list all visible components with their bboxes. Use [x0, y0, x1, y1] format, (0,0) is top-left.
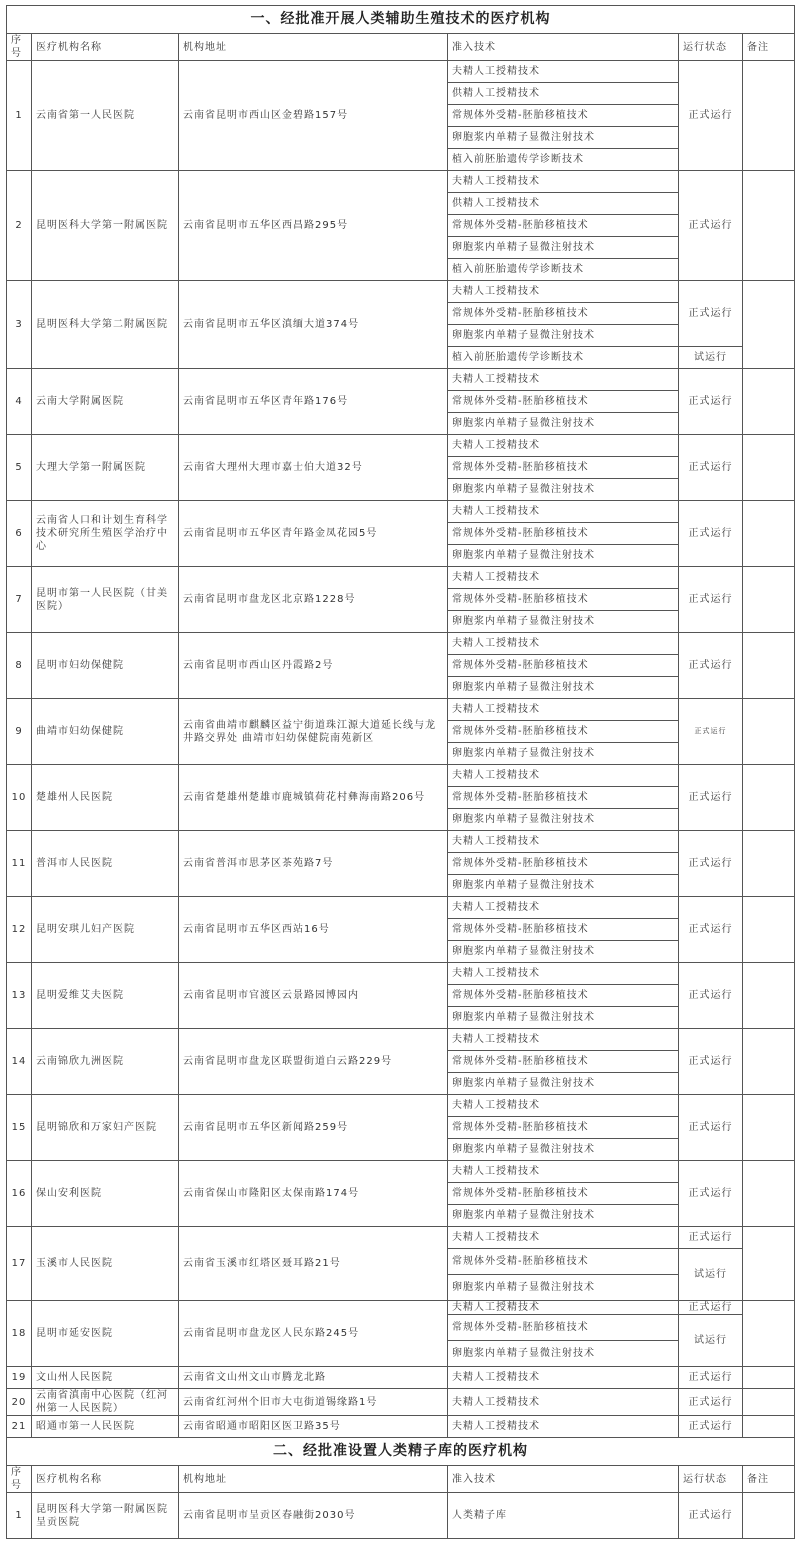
- cell-technology: 常规体外受精-胚胎移植技术: [448, 391, 679, 413]
- cell-technology: 常规体外受精-胚胎移植技术: [448, 523, 679, 545]
- cell-technology: 夫精人工授精技术: [448, 1161, 679, 1183]
- cell-address: 云南省昆明市西山区金碧路157号: [179, 61, 448, 171]
- cell-technology: 卵胞浆内单精子显微注射技术: [448, 611, 679, 633]
- cell-remark: [743, 699, 795, 765]
- cell-remark: [743, 831, 795, 897]
- cell-address: 云南省昆明市西山区丹霞路2号: [179, 633, 448, 699]
- cell-status: 正式运行: [679, 1227, 743, 1249]
- cell-technology: 夫精人工授精技术: [448, 765, 679, 787]
- cell-status: 正式运行: [679, 897, 743, 963]
- table-row: [7, 1416, 795, 1438]
- table-row: [7, 699, 795, 721]
- cell-institution-name: 大理大学第一附属医院: [32, 435, 179, 501]
- cell-institution-name: 云南省滇南中心医院（红河州第一人民医院）: [32, 1389, 179, 1416]
- cell-status: 正式运行: [679, 765, 743, 831]
- table-row: [7, 567, 795, 589]
- cell-technology: 卵胞浆内单精子显微注射技术: [448, 545, 679, 567]
- cell-institution-name: 昆明锦欣和万家妇产医院: [32, 1095, 179, 1161]
- cell-technology: 卵胞浆内单精子显微注射技术: [448, 413, 679, 435]
- cell-address: 云南省玉溪市红塔区聂耳路21号: [179, 1227, 448, 1301]
- header-remark: 备注: [743, 34, 795, 61]
- table-row: [7, 831, 795, 853]
- cell-institution-name: 昭通市第一人民医院: [32, 1416, 179, 1438]
- cell-address: 云南省楚雄州楚雄市鹿城镇荷花村彝海南路206号: [179, 765, 448, 831]
- cell-technology: 卵胞浆内单精子显微注射技术: [448, 127, 679, 149]
- cell-status: 正式运行: [679, 699, 743, 765]
- table-row: [7, 1029, 795, 1051]
- cell-technology: 夫精人工授精技术: [448, 1367, 679, 1389]
- section-title-row: [7, 6, 795, 34]
- section-title: 二、经批准设置人类精子库的医疗机构: [7, 1438, 795, 1466]
- cell-institution-name: 云南省第一人民医院: [32, 61, 179, 171]
- cell-technology: 夫精人工授精技术: [448, 1416, 679, 1438]
- cell-status: 正式运行: [679, 1493, 743, 1539]
- header-address: 机构地址: [179, 34, 448, 61]
- cell-institution-name: 云南锦欣九洲医院: [32, 1029, 179, 1095]
- cell-institution-name: 云南大学附属医院: [32, 369, 179, 435]
- table-row: [7, 501, 795, 523]
- cell-status: 正式运行: [679, 1367, 743, 1389]
- cell-technology: 卵胞浆内单精子显微注射技术: [448, 1007, 679, 1029]
- header-no: 序号: [7, 1466, 32, 1493]
- cell-technology: 卵胞浆内单精子显微注射技术: [448, 1275, 679, 1301]
- cell-technology: 卵胞浆内单精子显微注射技术: [448, 1205, 679, 1227]
- cell-institution-name: 昆明市第一人民医院（甘美医院）: [32, 567, 179, 633]
- cell-technology: 常规体外受精-胚胎移植技术: [448, 303, 679, 325]
- cell-technology: 夫精人工授精技术: [448, 501, 679, 523]
- header-address: 机构地址: [179, 1466, 448, 1493]
- cell-status: 试运行: [679, 1315, 743, 1367]
- cell-address: 云南省昆明市五华区西昌路295号: [179, 171, 448, 281]
- cell-technology: 夫精人工授精技术: [448, 633, 679, 655]
- cell-address: 云南省昆明市五华区新闻路259号: [179, 1095, 448, 1161]
- table-row: [7, 1095, 795, 1117]
- cell-no: 14: [7, 1029, 32, 1095]
- cell-remark: [743, 1227, 795, 1301]
- cell-status: 正式运行: [679, 567, 743, 633]
- cell-status: 正式运行: [679, 1095, 743, 1161]
- cell-technology: 常规体外受精-胚胎移植技术: [448, 1315, 679, 1341]
- table-row: [7, 1367, 795, 1389]
- cell-technology: 夫精人工授精技术: [448, 1301, 679, 1315]
- cell-status: 正式运行: [679, 1301, 743, 1315]
- cell-status: 正式运行: [679, 1029, 743, 1095]
- cell-remark: [743, 61, 795, 171]
- cell-technology: 夫精人工授精技术: [448, 963, 679, 985]
- cell-no: 18: [7, 1301, 32, 1367]
- cell-remark: [743, 435, 795, 501]
- cell-no: 1: [7, 61, 32, 171]
- table-row: [7, 633, 795, 655]
- cell-technology: 夫精人工授精技术: [448, 281, 679, 303]
- cell-institution-name: 玉溪市人民医院: [32, 1227, 179, 1301]
- cell-technology: 夫精人工授精技术: [448, 699, 679, 721]
- cell-institution-name: 楚雄州人民医院: [32, 765, 179, 831]
- cell-institution-name: 昆明爱维艾夫医院: [32, 963, 179, 1029]
- cell-no: 16: [7, 1161, 32, 1227]
- cell-remark: [743, 501, 795, 567]
- cell-no: 7: [7, 567, 32, 633]
- cell-address: 云南省昭通市昭阳区医卫路35号: [179, 1416, 448, 1438]
- table-row: [7, 369, 795, 391]
- cell-technology: 卵胞浆内单精子显微注射技术: [448, 237, 679, 259]
- cell-no: 15: [7, 1095, 32, 1161]
- cell-no: 20: [7, 1389, 32, 1416]
- cell-remark: [743, 963, 795, 1029]
- table-row: [7, 61, 795, 83]
- cell-address: 云南省昆明市盘龙区联盟街道白云路229号: [179, 1029, 448, 1095]
- cell-technology: 卵胞浆内单精子显微注射技术: [448, 941, 679, 963]
- section-title: 一、经批准开展人类辅助生殖技术的医疗机构: [7, 6, 795, 34]
- cell-institution-name: 昆明医科大学第一附属医院: [32, 171, 179, 281]
- cell-technology: 供精人工授精技术: [448, 83, 679, 105]
- cell-technology: 夫精人工授精技术: [448, 1389, 679, 1416]
- cell-technology: 供精人工授精技术: [448, 193, 679, 215]
- cell-technology: 常规体外受精-胚胎移植技术: [448, 1249, 679, 1275]
- cell-institution-name: 昆明安琪儿妇产医院: [32, 897, 179, 963]
- table-row: [7, 1389, 795, 1416]
- table-row: [7, 1161, 795, 1183]
- cell-institution-name: 昆明市妇幼保健院: [32, 633, 179, 699]
- cell-institution-name: 普洱市人民医院: [32, 831, 179, 897]
- cell-technology: 常规体外受精-胚胎移植技术: [448, 215, 679, 237]
- cell-status: 正式运行: [679, 1161, 743, 1227]
- cell-no: 2: [7, 171, 32, 281]
- cell-remark: [743, 1095, 795, 1161]
- cell-no: 11: [7, 831, 32, 897]
- cell-remark: [743, 567, 795, 633]
- cell-technology: 夫精人工授精技术: [448, 1227, 679, 1249]
- header-row: [7, 1466, 795, 1493]
- cell-technology: 常规体外受精-胚胎移植技术: [448, 853, 679, 875]
- cell-institution-name: 昆明市延安医院: [32, 1301, 179, 1367]
- cell-status: 正式运行: [679, 435, 743, 501]
- cell-technology: 常规体外受精-胚胎移植技术: [448, 589, 679, 611]
- cell-institution-name: 云南省人口和计划生育科学技术研究所生殖医学治疗中心: [32, 501, 179, 567]
- cell-technology: 植入前胚胎遗传学诊断技术: [448, 259, 679, 281]
- cell-technology: 卵胞浆内单精子显微注射技术: [448, 1341, 679, 1367]
- cell-technology: 夫精人工授精技术: [448, 567, 679, 589]
- cell-technology: 常规体外受精-胚胎移植技术: [448, 1183, 679, 1205]
- cell-remark: [743, 1301, 795, 1367]
- cell-institution-name: 昆明医科大学第二附属医院: [32, 281, 179, 369]
- cell-technology: 夫精人工授精技术: [448, 1029, 679, 1051]
- cell-technology: 常规体外受精-胚胎移植技术: [448, 655, 679, 677]
- cell-status: 正式运行: [679, 281, 743, 347]
- cell-status: 正式运行: [679, 831, 743, 897]
- header-row: [7, 34, 795, 61]
- cell-address: 云南省曲靖市麒麟区益宁街道珠江源大道延长线与龙井路交界处 曲靖市妇幼保健院南苑新区: [179, 699, 448, 765]
- cell-remark: [743, 1416, 795, 1438]
- cell-institution-name: 保山安利医院: [32, 1161, 179, 1227]
- cell-no: 6: [7, 501, 32, 567]
- cell-institution-name: 曲靖市妇幼保健院: [32, 699, 179, 765]
- cell-technology: 夫精人工授精技术: [448, 435, 679, 457]
- cell-address: 云南省保山市隆阳区太保南路174号: [179, 1161, 448, 1227]
- cell-technology: 常规体外受精-胚胎移植技术: [448, 1051, 679, 1073]
- table-row: [7, 171, 795, 193]
- cell-status: 正式运行: [679, 61, 743, 171]
- table-row: [7, 765, 795, 787]
- cell-remark: [743, 171, 795, 281]
- cell-technology: 卵胞浆内单精子显微注射技术: [448, 677, 679, 699]
- cell-no: 8: [7, 633, 32, 699]
- cell-no: 19: [7, 1367, 32, 1389]
- cell-technology: 夫精人工授精技术: [448, 369, 679, 391]
- header-status: 运行状态: [679, 1466, 743, 1493]
- cell-no: 12: [7, 897, 32, 963]
- table-row: [7, 963, 795, 985]
- cell-status: 试运行: [679, 347, 743, 369]
- header-name: 医疗机构名称: [32, 34, 179, 61]
- header-no: 序号: [7, 34, 32, 61]
- cell-no: 3: [7, 281, 32, 369]
- cell-no: 4: [7, 369, 32, 435]
- cell-technology: 卵胞浆内单精子显微注射技术: [448, 743, 679, 765]
- cell-remark: [743, 1389, 795, 1416]
- cell-technology: 夫精人工授精技术: [448, 1095, 679, 1117]
- cell-no: 5: [7, 435, 32, 501]
- cell-remark: [743, 633, 795, 699]
- table-row: [7, 435, 795, 457]
- cell-remark: [743, 765, 795, 831]
- cell-remark: [743, 897, 795, 963]
- cell-technology: 夫精人工授精技术: [448, 831, 679, 853]
- table-row: [7, 281, 795, 303]
- cell-technology: 夫精人工授精技术: [448, 61, 679, 83]
- cell-no: 10: [7, 765, 32, 831]
- cell-no: 21: [7, 1416, 32, 1438]
- cell-status: 试运行: [679, 1249, 743, 1301]
- cell-technology: 卵胞浆内单精子显微注射技术: [448, 325, 679, 347]
- cell-no: 1: [7, 1493, 32, 1539]
- header-status: 运行状态: [679, 34, 743, 61]
- cell-technology: 卵胞浆内单精子显微注射技术: [448, 1073, 679, 1095]
- cell-address: 云南省昆明市五华区青年路176号: [179, 369, 448, 435]
- cell-address: 云南省昆明市五华区青年路金凤花园5号: [179, 501, 448, 567]
- cell-address: 云南省昆明市五华区滇缅大道374号: [179, 281, 448, 369]
- cell-remark: [743, 281, 795, 369]
- cell-technology: 常规体外受精-胚胎移植技术: [448, 721, 679, 743]
- cell-technology: 常规体外受精-胚胎移植技术: [448, 457, 679, 479]
- cell-status: 正式运行: [679, 1389, 743, 1416]
- header-technology: 准入技术: [448, 34, 679, 61]
- header-name: 医疗机构名称: [32, 1466, 179, 1493]
- cell-address: 云南省红河州个旧市大屯街道锡缘路1号: [179, 1389, 448, 1416]
- cell-institution-name: 文山州人民医院: [32, 1367, 179, 1389]
- cell-address: 云南省昆明市盘龙区人民东路245号: [179, 1301, 448, 1367]
- cell-address: 云南省普洱市思茅区茶苑路7号: [179, 831, 448, 897]
- header-technology: 准入技术: [448, 1466, 679, 1493]
- cell-technology: 卵胞浆内单精子显微注射技术: [448, 479, 679, 501]
- header-remark: 备注: [743, 1466, 795, 1493]
- cell-address: 云南省文山州文山市腾龙北路: [179, 1367, 448, 1389]
- cell-technology: 植入前胚胎遗传学诊断技术: [448, 347, 679, 369]
- table-row: [7, 1493, 795, 1539]
- cell-technology: 卵胞浆内单精子显微注射技术: [448, 809, 679, 831]
- cell-technology: 卵胞浆内单精子显微注射技术: [448, 1139, 679, 1161]
- cell-technology: 植入前胚胎遗传学诊断技术: [448, 149, 679, 171]
- cell-status: 正式运行: [679, 501, 743, 567]
- cell-remark: [743, 1161, 795, 1227]
- cell-address: 云南省昆明市五华区西站16号: [179, 897, 448, 963]
- cell-no: 17: [7, 1227, 32, 1301]
- cell-remark: [743, 1367, 795, 1389]
- cell-status: 正式运行: [679, 1416, 743, 1438]
- cell-technology: 常规体外受精-胚胎移植技术: [448, 919, 679, 941]
- cell-status: 正式运行: [679, 171, 743, 281]
- cell-address: 云南省昆明市盘龙区北京路1228号: [179, 567, 448, 633]
- cell-address: 云南省昆明市呈贡区春融街2030号: [179, 1493, 448, 1539]
- cell-remark: [743, 1493, 795, 1539]
- cell-no: 13: [7, 963, 32, 1029]
- institution-table: [6, 5, 795, 1539]
- cell-status: 正式运行: [679, 369, 743, 435]
- table-row: [7, 1227, 795, 1249]
- cell-technology: 常规体外受精-胚胎移植技术: [448, 787, 679, 809]
- cell-technology: 常规体外受精-胚胎移植技术: [448, 985, 679, 1007]
- cell-status: 正式运行: [679, 633, 743, 699]
- section-title-row: [7, 1438, 795, 1466]
- cell-address: 云南省大理州大理市嘉士伯大道32号: [179, 435, 448, 501]
- cell-remark: [743, 369, 795, 435]
- cell-remark: [743, 1029, 795, 1095]
- table-row: [7, 897, 795, 919]
- cell-address: 云南省昆明市官渡区云景路园博园内: [179, 963, 448, 1029]
- cell-technology: 夫精人工授精技术: [448, 171, 679, 193]
- cell-technology: 卵胞浆内单精子显微注射技术: [448, 875, 679, 897]
- table-row: [7, 1301, 795, 1315]
- cell-institution-name: 昆明医科大学第一附属医院呈贡医院: [32, 1493, 179, 1539]
- cell-technology: 人类精子库: [448, 1493, 679, 1539]
- cell-status: 正式运行: [679, 963, 743, 1029]
- cell-no: 9: [7, 699, 32, 765]
- cell-technology: 常规体外受精-胚胎移植技术: [448, 1117, 679, 1139]
- cell-technology: 常规体外受精-胚胎移植技术: [448, 105, 679, 127]
- cell-technology: 夫精人工授精技术: [448, 897, 679, 919]
